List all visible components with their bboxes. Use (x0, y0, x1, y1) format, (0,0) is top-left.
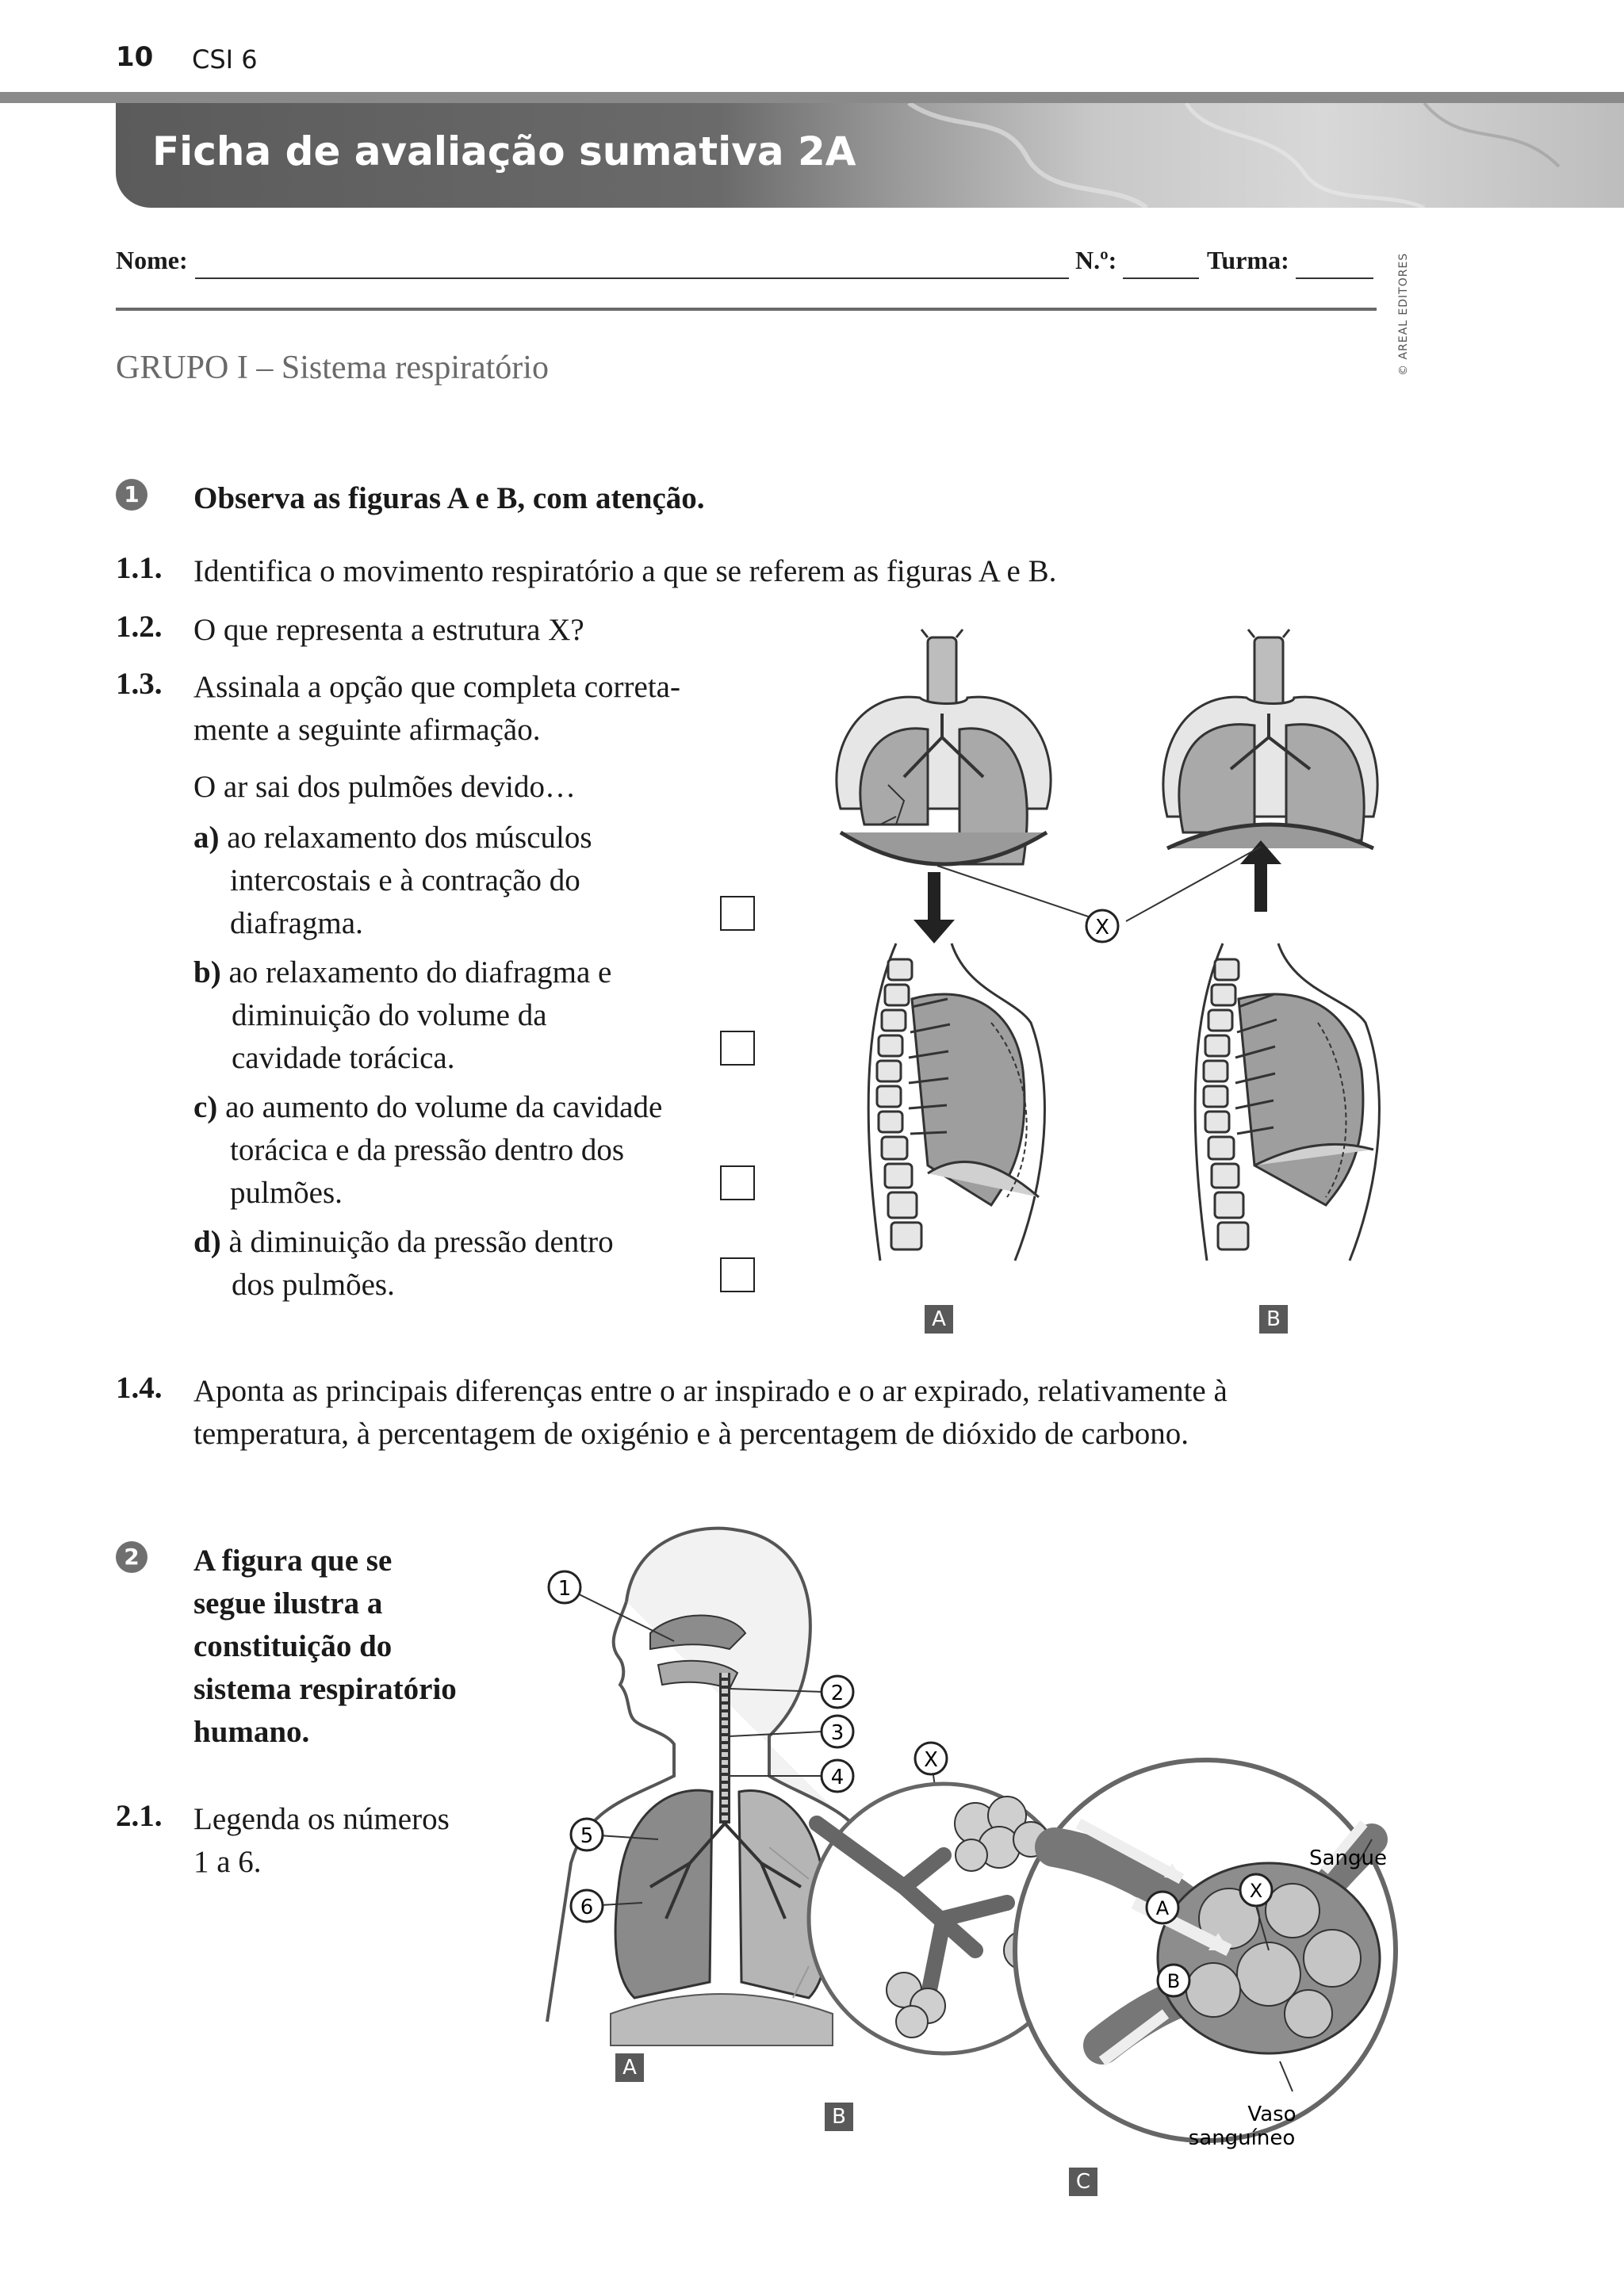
q21-line-1: Legenda os números (193, 1802, 450, 1836)
number-label: N.º: (1075, 246, 1117, 274)
name-field[interactable] (195, 277, 1069, 279)
option-d-line-2: dos pulmões. (232, 1268, 395, 1302)
q13-line-1: Assinala a opção que completa correta- (193, 670, 680, 704)
option-a-line-1: ao relaxamento dos músculos (227, 821, 592, 855)
svg-text:6: 6 (580, 1896, 594, 1919)
option-c (193, 1086, 662, 1129)
option-d (193, 1221, 614, 1264)
q14-number: 1.4. (116, 1371, 163, 1405)
option-b-checkbox[interactable] (720, 1031, 755, 1066)
vessel-label-1: Vaso (1247, 2103, 1297, 2126)
option-c-line-3: pulmões. (230, 1176, 343, 1210)
q13-line-2: mente a seguinte afirmação. (193, 713, 541, 747)
option-b-line-3: cavidade torácica. (232, 1041, 455, 1075)
svg-text:X: X (1249, 1880, 1263, 1902)
q2-title-line-5: humano. (193, 1715, 310, 1749)
class-label: Turma: (1207, 246, 1289, 274)
left-lung (615, 1790, 712, 1998)
q11-text: Identifica o movimento respiratório a que se referem as figuras A e B. (193, 554, 1057, 588)
svg-text:5: 5 (580, 1824, 594, 1848)
question-1-badge: 1 (116, 479, 147, 511)
q11-number: 1.1. (116, 551, 163, 585)
arrow-down-icon (914, 872, 955, 943)
page-number: 10 (116, 41, 154, 73)
option-c-line-1: ao aumento do volume da cavidade (225, 1090, 663, 1124)
q2-title-line-2: segue ilustra a (193, 1586, 383, 1621)
option-a-line-3: diafragma. (230, 906, 363, 940)
svg-text:2: 2 (830, 1682, 845, 1705)
option-c-letter: c) (193, 1090, 218, 1124)
q13-number: 1.3. (116, 667, 163, 701)
label-c-x (1240, 1874, 1272, 1906)
option-c-line-2: torácica e da pressão dentro dos (230, 1133, 625, 1167)
svg-text:1: 1 (557, 1577, 572, 1601)
blood-label: Sangue (1309, 1846, 1387, 1870)
form-separator (116, 308, 1377, 311)
q12-number: 1.2. (116, 610, 163, 644)
option-a-checkbox[interactable] (720, 896, 755, 931)
label-c-b (1158, 1965, 1189, 1996)
q2-title-line-1: A figura que se (193, 1544, 393, 1578)
book-title: CSI 6 (192, 44, 258, 75)
breathing-figure (809, 626, 1396, 1340)
torso-b (1195, 943, 1379, 1261)
callout-6 (571, 1890, 603, 1922)
figure-2a-label: A (615, 2053, 644, 2082)
label-c-a (1147, 1892, 1178, 1923)
question-1-title: Observa as figuras A e B, com atenção. (193, 481, 705, 515)
callout-2 (822, 1676, 853, 1708)
callout-1 (549, 1571, 580, 1603)
option-d-letter: d) (193, 1225, 221, 1259)
torso-a (868, 943, 1044, 1261)
header-rule (0, 92, 1624, 103)
respiratory-system-figure (531, 1506, 1435, 2220)
callout-3 (822, 1716, 853, 1747)
figure-b-label: B (1259, 1305, 1288, 1334)
question-2-badge: 2 (116, 1541, 147, 1573)
option-d-line-1: à diminuição da pressão dentro (228, 1225, 614, 1259)
q2-title-line-4: sistema respiratório (193, 1672, 457, 1706)
arrow-up-icon (1240, 840, 1281, 912)
copyright-notice: © AREAL EDITORES (1397, 252, 1410, 376)
lungs-a (837, 629, 1051, 864)
option-b (193, 951, 611, 994)
option-c-checkbox[interactable] (720, 1165, 755, 1200)
x-marker-label: X (1095, 916, 1109, 939)
option-a (193, 817, 592, 859)
svg-text:4: 4 (830, 1766, 845, 1789)
q21-number: 2.1. (116, 1799, 163, 1833)
q12-text: O que representa a estrutura X? (193, 613, 584, 647)
q2-title-line-3: constituição do (193, 1629, 393, 1663)
callout-4 (822, 1760, 853, 1792)
svg-text:B: B (1166, 1970, 1181, 1992)
callout-5 (571, 1819, 603, 1850)
option-d-checkbox[interactable] (720, 1257, 755, 1292)
q13-stem: O ar sai dos pulmões devido… (193, 770, 576, 804)
option-b-letter: b) (193, 955, 221, 989)
q14-line-1: Aponta as principais diferenças entre o ar inspirado e o ar expirado, relativamente à (193, 1374, 1228, 1408)
group-title: GRUPO I – Sistema respiratório (116, 350, 549, 386)
title-banner (116, 103, 1624, 208)
svg-text:X: X (924, 1748, 938, 1772)
option-b-line-1: ao relaxamento do diafragma e (228, 955, 612, 989)
figure-a-label: A (925, 1305, 953, 1334)
svg-text:A: A (1155, 1897, 1170, 1919)
lungs-b (1163, 629, 1377, 912)
class-field[interactable] (1296, 277, 1373, 279)
callout-x-alveoli (915, 1743, 947, 1774)
svg-text:3: 3 (830, 1721, 845, 1745)
option-a-line-2: intercostais e à contração do (230, 863, 580, 897)
option-b-line-2: diminuição do volume da (232, 998, 547, 1032)
number-field[interactable] (1123, 277, 1199, 279)
q21-line-2: 1 a 6. (193, 1845, 262, 1879)
worksheet-title: Ficha de avaliação sumativa 2A (152, 128, 856, 174)
q14-line-2: temperatura, à percentagem de oxigénio e à percentagem de dióxido de carbono. (193, 1417, 1189, 1451)
option-a-letter: a) (193, 821, 220, 855)
figure-2b-label: B (825, 2103, 853, 2131)
vessel-label-2: sanguíneo (1188, 2126, 1296, 2150)
name-label: Nome: (116, 246, 188, 274)
figure-2c-label: C (1069, 2168, 1097, 2196)
